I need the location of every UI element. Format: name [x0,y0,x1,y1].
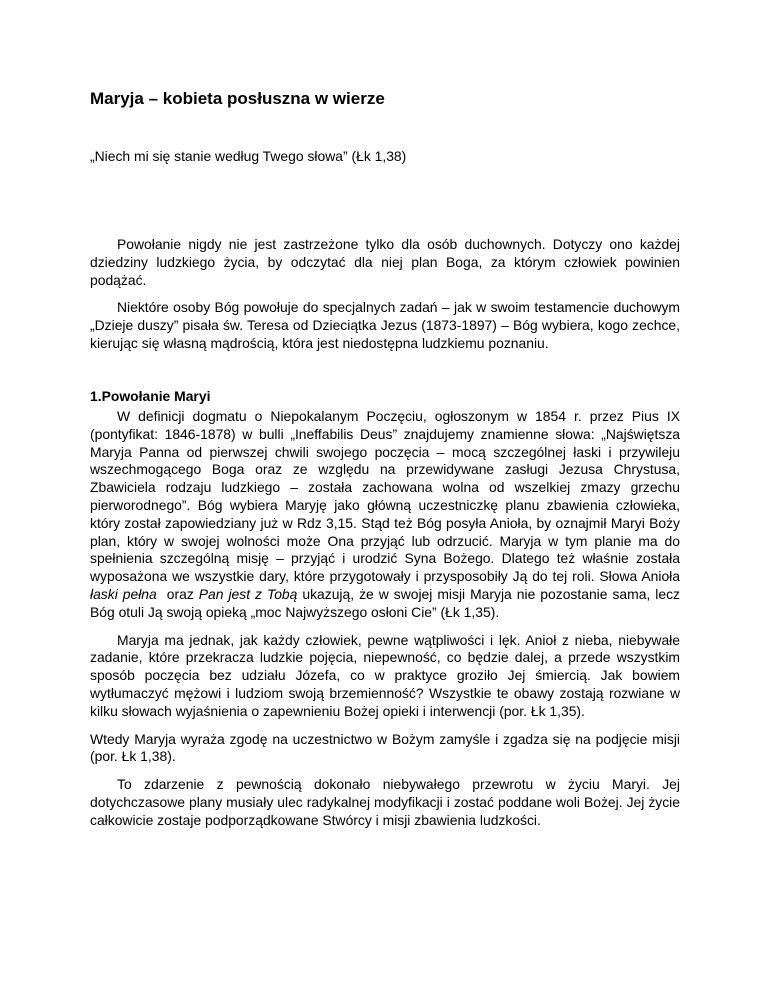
document-title: Maryja – kobieta posłuszna w wierze [90,89,385,108]
paragraph-text: ukazują, że w swojej misji Maryja nie pozostanie sama, lecz Bóg otuli Ją swoją opieką „moc Najwyższego osłoni Cie” (Łk 1,35). [90,585,680,620]
paragraph-text: W definicji dogmatu o Niepokalanym Poczęciu, ogłoszonym w 1854 r. przez Pius IX (pontyfikat: 1846-1878) w bulli „Ineffabilis Deus” znajdujemy znamienne słowa: „Najświętsza Maryja Panna od pierwszej chwili swojego poczęcia – mocą szczególnej łaski i przywileju wszechmogącego Boga oraz ze względu na przewidywane zasługi Jezusa Chrystusa, Zbawiciela rodzaju ludzkiego – została zachowana wolna od wszelkiej zmazy grzechu pierworodnego”. Bóg wybiera Maryję jako główną uczestniczkę planu zbawienia człowieka, który został zapowiedziany już w Rdz 3,15. Stąd też Bóg posyła Anioła, by oznajmił Maryi Boży plan, który w swojej wolności może Ona przyjąć lub odrzucić. Maryja w tym planie ma do spełnienia szczególną misję – przyjąć i urodzić Syna Bożego. Dlatego też właśnie została wyposażona we wszystkie dary, które przygotowały i przysposobiły Ją do tej roli. Słowa Anioła [90,408,680,585]
paragraph-text: oraz [156,585,199,602]
motto-quote: „Niech mi się stanie według Twego słowa” (Łk 1,38) [90,148,407,164]
italic-quote: łaski pełna [90,585,157,602]
italic-quote: Pan jest z Tobą [198,585,298,602]
intro-paragraph-2: Niektóre osoby Bóg powołuje do specjalnych zadań – jak w swoim testamencie duchowym „Dzieje duszy” pisała św. Teresa od Dzieciątka Jezus (1873-1897) – Bóg wybiera, kogo zechce, kierując się własną mądrością, która jest niedostępna ludzkiemu poznaniu. [90,299,680,351]
intro-section [90,236,680,363]
intro-paragraph-1: Powołanie nigdy nie jest zastrzeżone tylko dla osób duchownych. Dotyczy ono każdej dziedziny ludzkiego życia, by odczytać dla niej plan Boga, za którym człowiek powinien podążać. [90,236,680,288]
section-1-body [90,408,680,840]
section-paragraph-3: Wtedy Maryja wyraża zgodę na uczestnictwo w Bożym zamyśle i zgadza się na podjęcie misji (por. Łk 1,38). [90,730,680,765]
section-paragraph-2: Maryja ma jednak, jak każdy człowiek, pewne wątpliwości i lęk. Anioł z nieba, niebywałe zadanie, które przekracza ludzkie pojęcia, niepewność, co będzie dalej, a przede wszystkim sposób poczęcia bez udziału Józefa, co w praktyce groziło Jej śmiercią. Jak bowiem wytłumaczyć mężowi i ludziom swoją brzemienność? Wszystkie te obawy zostają rozwiane w kilku słowach wyjaśnienia o zapewnieniu Bożej opieki i interwencji (por. Łk 1,35). [90,631,680,719]
section-paragraph-4: To zdarzenie z pewnością dokonało niebywałego przewrotu w życiu Maryi. Jej dotychczasowe plany musiały ulec radykalnej modyfikacji i zostać poddane woli Bożej. Jej życie całkowicie zostaje podporządkowane Stwórcy i misji zbawienia ludzkości. [90,776,680,828]
section-heading: 1.Powołanie Maryi [90,388,211,404]
section-paragraph-1 [90,408,680,622]
